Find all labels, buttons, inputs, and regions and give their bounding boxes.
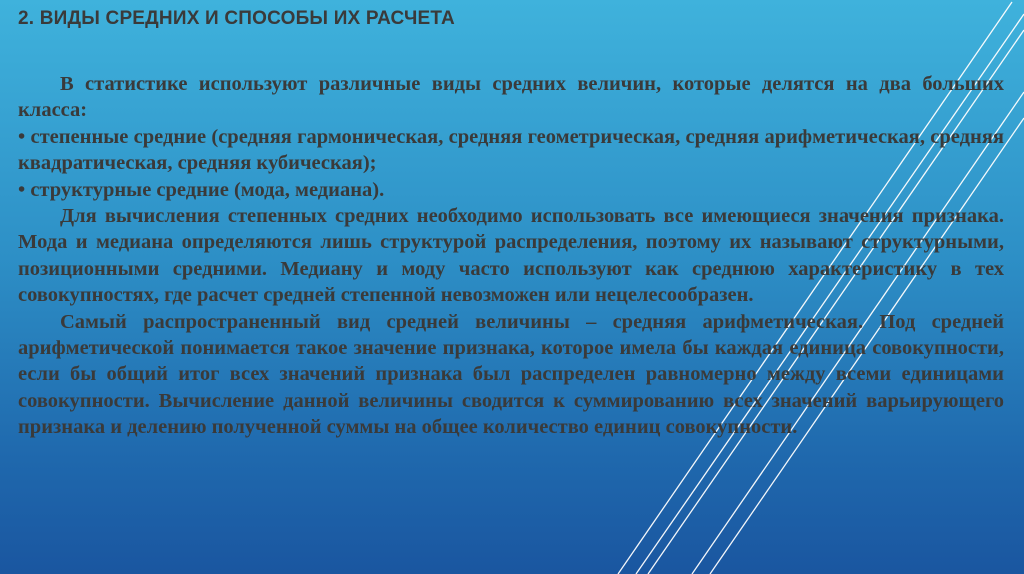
slide-body	[18, 71, 1004, 441]
bullet-structural-means: • структурные средние (мода, медиана).	[18, 177, 1004, 203]
paragraph-intro: В статистике используют различные виды средних величин, которые делятся на два больших класса:	[18, 73, 1004, 122]
paragraph-structural: Для вычисления степенных средних необходимо использовать все имеющиеся значения признака. Мода и медиана определяются лишь структурой распределения, поэтому их называют структурными, позиционными средними. Медиану и моду часто используют как среднюю характеристику в тех совокупностях, где расчет средней степенной невозможен или нецелесообразен.	[18, 205, 1004, 307]
paragraph-arithmetic-mean: Самый распространенный вид средней величины – средняя арифметическая. Под средней арифметической понимается такое значение признака, которое имела бы каждая единица совокупности, если бы общий итог всех значений признака был распределен равномерно между всеми единицами совокупности. Вычисление данной величины сводится к суммированию всех значений варьирующего признака и делению полученной суммы на общее количество единиц совокупности.	[18, 310, 1004, 439]
bullet-power-means: • степенные средние (средняя гармоническая, средняя геометрическая, средняя арифметическая, средняя квадратическая, средняя кубическая);	[18, 124, 1004, 177]
slide-title: 2. ВИДЫ СРЕДНИХ И СПОСОБЫ ИХ РАСЧЕТА	[18, 8, 455, 29]
